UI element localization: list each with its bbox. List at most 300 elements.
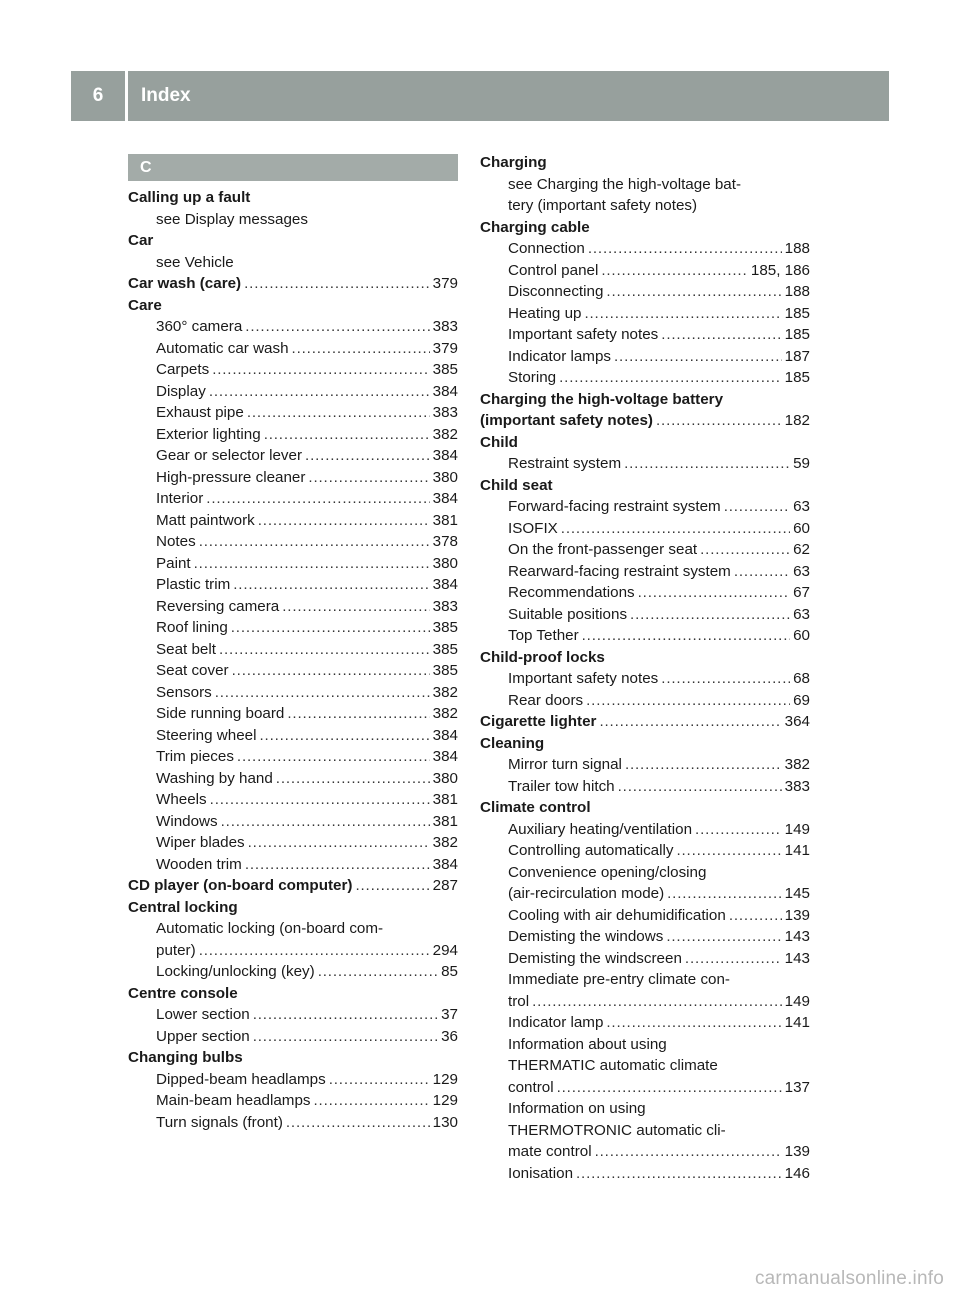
- index-subentry-label: Plastic trim: [156, 576, 231, 593]
- page-reference: 378: [432, 533, 458, 550]
- index-subentry: [128, 1026, 458, 1048]
- index-subentry-label: Exterior lighting: [156, 425, 261, 443]
- page-reference: 379: [432, 275, 458, 292]
- index-subentry-label: THERMATIC automatic climate: [508, 1057, 718, 1074]
- index-subentry-label: Seat cover: [156, 662, 229, 679]
- page-reference: 63: [793, 498, 810, 515]
- page-reference: 384: [432, 382, 458, 400]
- section-letter-header: C: [128, 154, 458, 181]
- index-entry: [480, 797, 810, 1184]
- index-subentry-label: Information about using: [508, 1035, 667, 1053]
- dot-leader: [595, 1141, 782, 1163]
- index-term: [480, 711, 810, 733]
- index-term-label: Car: [128, 232, 154, 249]
- index-subentry: [128, 596, 458, 618]
- page-reference: 380: [432, 554, 458, 572]
- index-subentry-label: Steering wheel: [156, 726, 257, 744]
- page-reference: 385: [432, 640, 458, 658]
- page-reference: 143: [784, 949, 810, 967]
- index-subentry: [480, 195, 810, 217]
- page-reference: 381: [432, 791, 458, 808]
- index-subentry-label: Mirror turn signal: [508, 756, 622, 773]
- index-subentry: [128, 789, 458, 811]
- page-reference: 129: [432, 1092, 458, 1109]
- page-reference: 146: [784, 1164, 810, 1182]
- page-reference: 188: [784, 240, 810, 257]
- index-subentry-label: Wheels: [156, 791, 207, 808]
- dot-leader: [734, 561, 790, 583]
- dot-leader: [253, 1004, 438, 1026]
- index-subentry: [128, 359, 458, 381]
- index-subentry: [128, 381, 458, 403]
- index-subentry-label: Reversing camera: [156, 597, 280, 615]
- index-subentry: [480, 346, 810, 368]
- index-subentry-label: see Display messages: [156, 210, 308, 228]
- index-subentry-label: (air-recirculation mode): [508, 885, 665, 902]
- index-term: [480, 152, 810, 174]
- index-entry: [128, 230, 458, 273]
- index-entry: [128, 1047, 458, 1133]
- dot-leader: [248, 832, 430, 854]
- index-subentry-label: Display: [156, 382, 206, 400]
- page-reference: 36: [441, 1027, 458, 1045]
- index-subentry: [128, 918, 458, 940]
- index-subentry: [480, 668, 810, 690]
- index-subentry: [480, 1098, 810, 1120]
- index-subentry-label: Seat belt: [156, 640, 216, 658]
- index-subentry-label: Interior: [156, 490, 204, 507]
- index-subentry-label: Matt paintwork: [156, 511, 255, 529]
- page-reference: 130: [432, 1113, 458, 1131]
- dot-leader: [576, 1163, 782, 1185]
- index-subentry-label: Top Tether: [508, 627, 579, 644]
- index-term: [480, 389, 810, 411]
- index-subentry: [480, 862, 810, 884]
- index-subentry-label: mate control: [508, 1143, 592, 1160]
- dot-leader: [676, 840, 781, 862]
- page-reference: 185, 186: [750, 261, 810, 279]
- index-subentry: [480, 840, 810, 862]
- index-subentry-label: Storing: [508, 369, 557, 386]
- index-subentry: [480, 238, 810, 260]
- page-reference: 37: [441, 1006, 458, 1023]
- dot-leader: [206, 488, 429, 510]
- dot-leader: [685, 948, 782, 970]
- index-subentry: [128, 682, 458, 704]
- index-term-label: Cleaning: [480, 734, 545, 752]
- index-subentry: [128, 725, 458, 747]
- dot-leader: [606, 281, 781, 303]
- index-subentry-label: Automatic car wash: [156, 339, 289, 357]
- index-column-right: [480, 152, 810, 1184]
- index-subentry: [128, 1069, 458, 1091]
- dot-leader: [287, 703, 429, 725]
- index-term: [128, 230, 458, 252]
- page-reference: 137: [784, 1078, 810, 1096]
- index-entry: [128, 295, 458, 876]
- dot-leader: [194, 553, 430, 575]
- index-subentry-label: Immediate pre-entry climate con-: [508, 971, 730, 988]
- index-entry: [480, 432, 810, 475]
- dot-leader: [599, 711, 781, 733]
- dot-leader: [219, 639, 430, 661]
- index-subentry: [480, 905, 810, 927]
- dot-leader: [638, 582, 790, 604]
- page-reference: 63: [793, 605, 810, 623]
- index-subentry: [128, 639, 458, 661]
- index-subentry-label: Auxiliary heating/ventilation: [508, 820, 693, 838]
- dot-leader: [724, 496, 790, 518]
- dot-leader: [666, 926, 781, 948]
- index-term: [480, 647, 810, 669]
- index-subentry: [480, 969, 810, 991]
- page-reference: 384: [432, 447, 458, 464]
- index-subentry: [128, 445, 458, 467]
- page-reference: 187: [784, 347, 810, 365]
- index-subentry: [480, 690, 810, 712]
- index-subentry: [480, 518, 810, 540]
- dot-leader: [561, 518, 790, 540]
- index-entry: [480, 475, 810, 647]
- page-reference: 85: [441, 963, 458, 980]
- dot-leader: [231, 617, 430, 639]
- dot-leader: [233, 574, 429, 596]
- dot-leader: [582, 625, 790, 647]
- dot-leader: [282, 596, 429, 618]
- page-reference: 68: [793, 670, 810, 687]
- dot-leader: [630, 604, 790, 626]
- index-subentry-label: Important safety notes: [508, 326, 659, 343]
- index-entry: [480, 647, 810, 712]
- watermark: carmanualsonline.info: [754, 1268, 944, 1289]
- page-number: 6: [92, 85, 104, 106]
- page-reference: 384: [432, 576, 458, 593]
- index-term: [480, 733, 810, 755]
- index-subentry: [128, 703, 458, 725]
- index-subentry: [480, 948, 810, 970]
- index-subentry-label: Convenience opening/closing: [508, 863, 707, 881]
- index-subentry: [480, 1077, 810, 1099]
- page-reference: 383: [784, 777, 810, 795]
- index-subentry: [480, 1034, 810, 1056]
- page-reference: 287: [432, 877, 458, 894]
- index-subentry-label: Washing by hand: [156, 769, 273, 787]
- dot-leader: [292, 338, 430, 360]
- page-reference: 385: [432, 619, 458, 636]
- index-subentry-label: Paint: [156, 554, 191, 572]
- page-reference: 139: [784, 906, 810, 924]
- dot-leader: [245, 316, 429, 338]
- index-subentry-label: Suitable positions: [508, 605, 628, 623]
- index-subentry-label: Indicator lamp: [508, 1014, 604, 1031]
- page-reference: 185: [784, 369, 810, 386]
- index-subentry-label: Indicator lamps: [508, 347, 611, 365]
- index-subentry: [128, 338, 458, 360]
- index-subentry: [128, 768, 458, 790]
- index-term-label: Cigarette lighter: [480, 713, 597, 730]
- dot-leader: [355, 875, 429, 897]
- dot-leader: [232, 660, 430, 682]
- index-subentry-label: Automatic locking (on-board com-: [156, 920, 384, 937]
- index-subentry: [128, 660, 458, 682]
- index-subentry-label: Wooden trim: [156, 855, 242, 873]
- index-subentry-label: THERMOTRONIC automatic cli-: [508, 1121, 726, 1139]
- page-reference: 380: [432, 468, 458, 486]
- index-subentry: [480, 539, 810, 561]
- index-subentry-label: Turn signals (front): [156, 1113, 283, 1131]
- index-subentry: [480, 604, 810, 626]
- index-subentry: [480, 561, 810, 583]
- dot-leader: [305, 445, 430, 467]
- index-subentry: [128, 553, 458, 575]
- index-term-label: Centre console: [128, 984, 238, 1002]
- page-reference: 382: [432, 834, 458, 851]
- page-reference: 63: [793, 562, 810, 580]
- index-subentry: [480, 1163, 810, 1185]
- index-term: [480, 797, 810, 819]
- index-term-label: Charging the high-voltage battery: [480, 390, 724, 408]
- index-subentry: [128, 811, 458, 833]
- dot-leader: [557, 1077, 782, 1099]
- dot-leader: [329, 1069, 430, 1091]
- index-subentry-label: Roof lining: [156, 619, 228, 636]
- page-reference: 384: [432, 490, 458, 507]
- index-subentry: [128, 467, 458, 489]
- index-entry: [128, 983, 458, 1048]
- page-reference: 385: [432, 361, 458, 378]
- dot-leader: [247, 402, 430, 424]
- index-subentry-label: Recommendations: [508, 584, 635, 601]
- index-subentry-label: Gear or selector lever: [156, 447, 303, 464]
- page-reference: 383: [432, 404, 458, 421]
- index-subentry: [128, 209, 458, 231]
- dot-leader: [199, 940, 430, 962]
- page-reference: 60: [793, 627, 810, 644]
- index-subentry-label: Information on using: [508, 1100, 646, 1117]
- index-term-label: Calling up a fault: [128, 189, 251, 206]
- page-reference: 381: [432, 812, 458, 830]
- index-subentry: [480, 367, 810, 389]
- dot-leader: [237, 746, 430, 768]
- page-reference: 149: [784, 992, 810, 1010]
- dot-leader: [667, 883, 782, 905]
- index-term-label: Charging: [480, 154, 547, 171]
- index-term: [128, 897, 458, 919]
- dot-leader: [588, 238, 782, 260]
- index-entry: [128, 875, 458, 897]
- page-reference: 139: [784, 1143, 810, 1160]
- index-subentry: [480, 1141, 810, 1163]
- index-term: [128, 983, 458, 1005]
- page-reference: 185: [784, 304, 810, 322]
- index-subentry-label: Demisting the windscreen: [508, 949, 682, 967]
- index-entry: [480, 152, 810, 217]
- index-entry: [480, 711, 810, 733]
- page-reference: 129: [432, 1070, 458, 1088]
- dot-leader: [264, 424, 430, 446]
- index-term: [480, 432, 810, 454]
- index-term-label: Car wash (care): [128, 275, 242, 292]
- index-subentry: [480, 776, 810, 798]
- index-subentry: [480, 174, 810, 196]
- page-reference: 141: [784, 1014, 810, 1031]
- index-subentry: [128, 316, 458, 338]
- index-subentry-label: see Vehicle: [156, 253, 234, 271]
- index-subentry-label: Connection: [508, 240, 585, 257]
- dot-leader: [625, 754, 782, 776]
- index-subentry-label: Lower section: [156, 1006, 250, 1023]
- dot-leader: [221, 811, 430, 833]
- page-reference: 149: [784, 820, 810, 838]
- index-subentry-label: puter): [156, 941, 196, 959]
- dot-leader: [308, 467, 429, 489]
- index-subentry: [128, 1004, 458, 1026]
- index-subentry: [128, 1112, 458, 1134]
- index-subentry-label: Trim pieces: [156, 748, 234, 765]
- index-entry: [480, 733, 810, 798]
- dot-leader: [586, 690, 790, 712]
- index-term-label: Charging cable: [480, 218, 590, 236]
- index-subentry-label: Locking/unlocking (key): [156, 963, 315, 980]
- index-term-label: Care: [128, 296, 162, 314]
- index-subentry-label: Exhaust pipe: [156, 404, 244, 421]
- index-subentry: [480, 926, 810, 948]
- dot-leader: [656, 410, 782, 432]
- index-subentry: [128, 617, 458, 639]
- index-subentry: [128, 940, 458, 962]
- index-subentry: [128, 252, 458, 274]
- index-subentry-label: Rearward-facing restraint system: [508, 562, 731, 580]
- page-reference: 382: [432, 425, 458, 443]
- page-reference: 384: [432, 748, 458, 765]
- dot-leader: [212, 359, 429, 381]
- index-entry: [480, 389, 810, 411]
- index-entry: [480, 217, 810, 389]
- page-reference: 379: [432, 339, 458, 357]
- dot-leader: [215, 682, 430, 704]
- page-reference: 294: [432, 941, 458, 959]
- page-reference: 382: [784, 756, 810, 773]
- index-term-label: Child-proof locks: [480, 648, 605, 666]
- dot-leader: [532, 991, 782, 1013]
- index-term-label: Child: [480, 433, 518, 451]
- index-subentry-label: Demisting the windows: [508, 928, 664, 945]
- index-subentry: [128, 574, 458, 596]
- index-subentry: [128, 488, 458, 510]
- page-reference: 364: [784, 713, 810, 730]
- index-subentry: [128, 1090, 458, 1112]
- index-subentry-label: Restraint system: [508, 455, 622, 472]
- index-subentry-label: Disconnecting: [508, 283, 604, 300]
- index-subentry: [480, 303, 810, 325]
- index-subentry: [480, 883, 810, 905]
- page-reference: 60: [793, 519, 810, 537]
- index-term-label: CD player (on-board computer): [128, 877, 353, 894]
- index-subentry-label: Control panel: [508, 261, 599, 279]
- page-reference: 382: [432, 683, 458, 701]
- index-subentry: [128, 510, 458, 532]
- dot-leader: [286, 1112, 430, 1134]
- dot-leader: [614, 346, 782, 368]
- dot-leader: [318, 961, 438, 983]
- index-subentry: [480, 496, 810, 518]
- dot-leader: [584, 303, 781, 325]
- dot-leader: [661, 668, 790, 690]
- page-title: Index: [141, 85, 191, 106]
- dot-leader: [258, 510, 430, 532]
- page-reference: 380: [432, 769, 458, 787]
- index-entry: [128, 897, 458, 983]
- index-subentry-label: Important safety notes: [508, 670, 659, 687]
- page-reference: 141: [784, 842, 810, 859]
- index-term-label: Changing bulbs: [128, 1049, 243, 1066]
- index-subentry: [480, 1120, 810, 1142]
- dot-leader: [259, 725, 429, 747]
- dot-leader: [210, 789, 430, 811]
- index-subentry-label: Trailer tow hitch: [508, 777, 615, 795]
- index-subentry-label: Heating up: [508, 304, 582, 322]
- index-term: [480, 217, 810, 239]
- index-subentry-label: Side running board: [156, 705, 285, 722]
- page-reference: 69: [793, 691, 810, 709]
- index-subentry-label: Sensors: [156, 683, 212, 701]
- index-entry: [480, 410, 810, 432]
- dot-leader: [606, 1012, 781, 1034]
- index-term: [128, 273, 458, 295]
- page-reference: 145: [784, 885, 810, 902]
- index-subentry-label: see Charging the high-voltage bat-: [508, 175, 742, 193]
- dot-leader: [276, 768, 430, 790]
- index-subentry: [480, 1012, 810, 1034]
- index-subentry-label: Dipped-beam headlamps: [156, 1070, 326, 1088]
- index-term-label: (important safety notes): [480, 412, 653, 429]
- index-subentry-label: Ionisation: [508, 1164, 574, 1182]
- dot-leader: [245, 854, 430, 876]
- page-reference: 381: [432, 511, 458, 529]
- index-subentry-label: trol: [508, 992, 530, 1010]
- page-reference: 384: [432, 855, 458, 873]
- index-term: [480, 475, 810, 497]
- index-subentry-label: Carpets: [156, 361, 210, 378]
- index-subentry: [480, 453, 810, 475]
- index-subentry-label: 360° camera: [156, 318, 243, 335]
- index-subentry: [480, 582, 810, 604]
- index-column-left: [128, 154, 458, 1133]
- index-subentry-label: Main-beam headlamps: [156, 1092, 311, 1109]
- index-subentry: [128, 424, 458, 446]
- dot-leader: [253, 1026, 438, 1048]
- dot-leader: [314, 1090, 430, 1112]
- index-term: [128, 295, 458, 317]
- dot-leader: [729, 905, 782, 927]
- dot-leader: [695, 819, 782, 841]
- index-entry: [128, 273, 458, 295]
- page-reference: 185: [784, 326, 810, 343]
- page-reference: 62: [793, 541, 810, 558]
- index-subentry-label: Upper section: [156, 1027, 250, 1045]
- index-term-label: Central locking: [128, 898, 238, 916]
- index-subentry-label: control: [508, 1078, 554, 1096]
- header-bar: [71, 71, 889, 121]
- page-reference: 384: [432, 726, 458, 744]
- index-subentry: [480, 260, 810, 282]
- index-subentry: [128, 746, 458, 768]
- index-term: [128, 1047, 458, 1069]
- dot-leader: [661, 324, 781, 346]
- index-subentry: [128, 531, 458, 553]
- dot-leader: [244, 273, 430, 295]
- index-term-label: Child seat: [480, 476, 553, 494]
